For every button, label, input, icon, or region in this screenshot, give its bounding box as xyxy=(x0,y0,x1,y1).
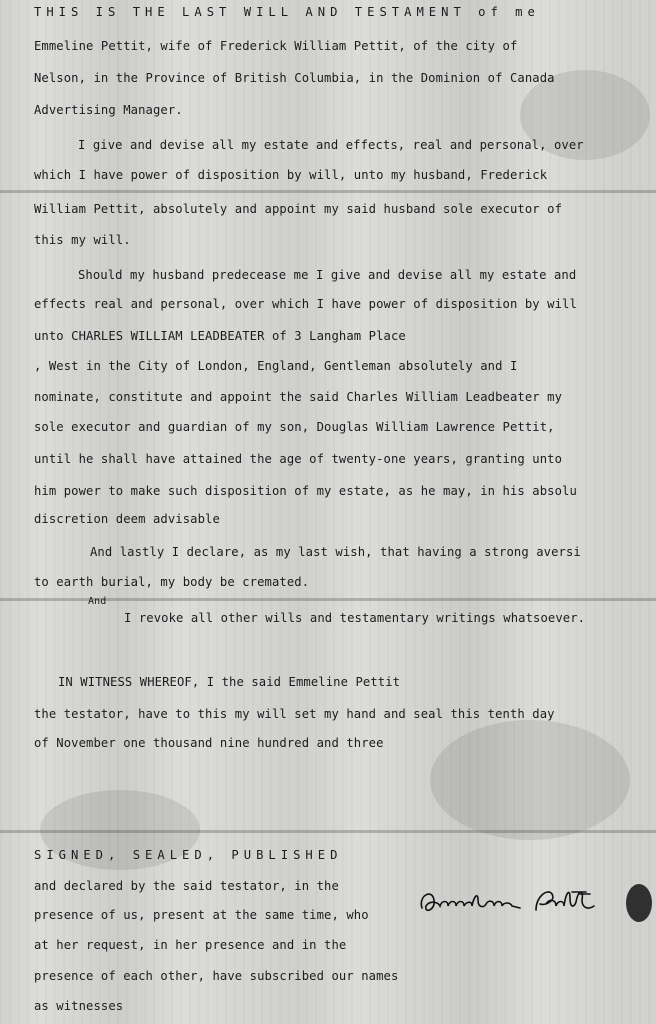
seal-mark xyxy=(626,884,652,922)
text-line: until he shall have attained the age of twenty-one years, granting unto xyxy=(34,452,563,466)
text-line: at her request, in her presence and in the xyxy=(34,938,347,952)
text-line: to earth burial, my body be cremated. xyxy=(34,575,310,589)
fold-line xyxy=(0,830,656,833)
text-line: nominate, constitute and appoint the said Charles William Leadbeater my xyxy=(34,390,563,404)
text-line: Nelson, in the Province of British Columbia, in the Dominion of Canada xyxy=(34,71,555,85)
text-line: Emmeline Pettit, wife of Frederick William Pettit, of the city of xyxy=(34,39,518,53)
text-line: sole executor and guardian of my son, Douglas William Lawrence Pettit, xyxy=(34,420,555,434)
text-line: Advertising Manager. xyxy=(34,103,183,117)
text-line: Should my husband predecease me I give and devise all my estate and xyxy=(78,268,577,282)
witness-line: IN WITNESS WHEREOF, I the said Emmeline Pettit xyxy=(58,675,401,689)
stain xyxy=(430,720,630,840)
text-line: discretion deem advisable xyxy=(34,512,220,526)
handwritten-signature xyxy=(414,878,624,928)
text-line: presence of us, present at the same time, who xyxy=(34,908,369,922)
text-line: effects real and personal, over which I have power of disposition by will xyxy=(34,297,577,311)
text-line: , West in the City of London, England, Gentleman absolutely and I xyxy=(34,359,518,373)
text-line: the testator, have to this my will set my hand and seal this tenth day xyxy=(34,707,555,721)
attestation-heading: SIGNED, SEALED, PUBLISHED xyxy=(34,848,343,862)
text-line: him power to make such disposition of my estate, as he may, in his absolu xyxy=(34,484,577,498)
text-line: this my will. xyxy=(34,233,131,247)
text-line: William Pettit, absolutely and appoint my said husband sole executor of xyxy=(34,202,563,216)
text-line: I revoke all other wills and testamentary writings whatsoever. xyxy=(124,611,586,625)
text-line: presence of each other, have subscribed our names xyxy=(34,969,399,983)
text-line: And lastly I declare, as my last wish, that having a strong aversi xyxy=(90,545,581,559)
text-line: unto CHARLES WILLIAM LEADBEATER of 3 Langham Place xyxy=(34,329,406,343)
will-heading: THIS IS THE LAST WILL AND TESTAMENT of me xyxy=(34,5,540,19)
text-line: of November one thousand nine hundred and three xyxy=(34,736,384,750)
text-line: which I have power of disposition by will, unto my husband, Frederick xyxy=(34,168,548,182)
handwritten-note: And xyxy=(88,596,107,607)
text-line: I give and devise all my estate and effects, real and personal, over xyxy=(78,138,584,152)
text-line: and declared by the said testator, in the xyxy=(34,879,339,893)
fold-line xyxy=(0,190,656,193)
text-line: as witnesses xyxy=(34,999,124,1013)
